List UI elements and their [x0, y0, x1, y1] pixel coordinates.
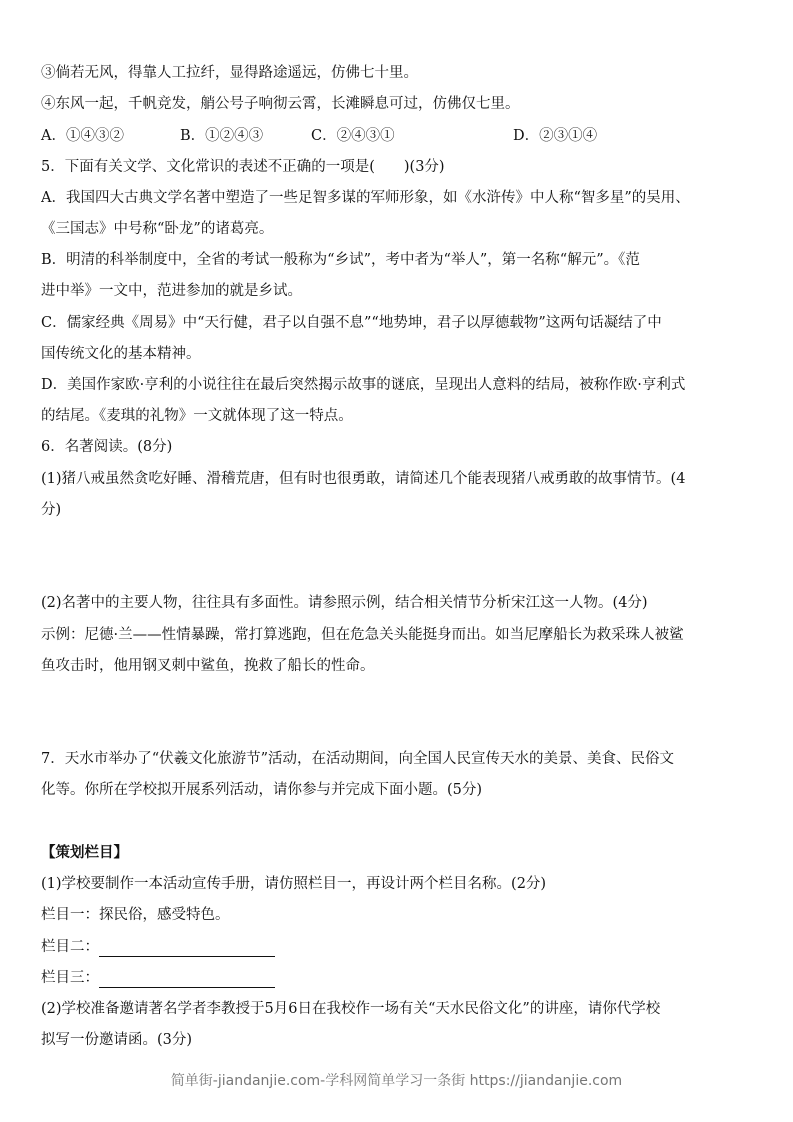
q6-example-line-1: 示例：尼德·兰——性情暴躁，常打算逃跑，但在危急关头能挺身而出。如当尼摩船长为救采珠人被鲨 — [41, 627, 684, 643]
q5-option-d-line-2: 的结尾。《麦琪的礼物》一文就体现了这一特点。 — [41, 408, 353, 424]
q4-options — [41, 126, 761, 146]
column-three-label: 栏目三： — [41, 970, 99, 986]
q7-sub2-line-2: 拟写一份邀请函。(3分) — [41, 1032, 193, 1048]
q4-option-c: C．②④③① — [311, 128, 395, 144]
column-two-blank[interactable] — [99, 941, 275, 957]
q6-sub2: (2)名著中的主要人物，往往具有多面性。请参照示例，结合相关情节分析宋江这一人物。(4分) — [41, 595, 648, 611]
q6-stem: 6．名著阅读。(8分) — [41, 439, 173, 455]
q5-option-b-line-2: 进中举》一文中，范进参加的就是乡试。 — [41, 283, 302, 299]
q4-item-3: ③倘若无风，得靠人工拉纤，显得路途遥远，仿佛七十里。 — [41, 65, 418, 81]
q5-option-c-line-2: 国传统文化的基本精神。 — [41, 346, 201, 362]
q7-sub2-line-1: (2)学校准备邀请著名学者李教授于5月6日在我校作一场有关“天水民俗文化”的讲座，请你代学校 — [41, 1001, 661, 1017]
q4-option-d: D．②③①④ — [513, 128, 598, 144]
q6-sub1-line-2: 分) — [41, 502, 62, 518]
q5-option-d-line-1: D．美国作家欧·亨利的小说往往在最后突然揭示故事的谜底，呈现出人意料的结局，被称作欧·亨利式 — [41, 377, 686, 393]
q4-item-4: ④东风一起，千帆竞发，艄公号子响彻云霄，长滩瞬息可过，仿佛仅七里。 — [41, 96, 520, 112]
column-two-label: 栏目二： — [41, 939, 99, 955]
section-heading: 【策划栏目】 — [41, 844, 128, 861]
column-two-row — [41, 937, 761, 957]
q7-stem-line-1: 7．天水市举办了“伏羲文化旅游节”活动，在活动期间，向全国人民宣传天水的美景、美食、民俗文 — [41, 751, 675, 767]
q5-option-a-line-2: 《三国志》中号称“卧龙”的诸葛亮。 — [41, 221, 274, 237]
q4-option-b: B．①②④③ — [180, 128, 264, 144]
q5-stem: 5．下面有关文学、文化常识的表述不正确的一项是( )(3分) — [41, 159, 445, 175]
q5-option-a-line-1: A．我国四大古典文学名著中塑造了一些足智多谋的军师形象，如《水浒传》中人称“智多星”的吴用、 — [41, 190, 690, 206]
column-one: 栏目一：探民俗，感受特色。 — [41, 907, 230, 923]
q5-option-c-line-1: C．儒家经典《周易》中“天行健，君子以自强不息”“地势坤，君子以厚德载物”这两句话凝结了中 — [41, 315, 662, 331]
q7-sub1: (1)学校要制作一本活动宣传手册，请仿照栏目一，再设计两个栏目名称。(2分) — [41, 876, 547, 892]
footer-watermark: 简单街-jiandanjie.com-学科网简单学习一条街 https://jiandanjie.com — [170, 1073, 623, 1089]
column-three-blank[interactable] — [99, 972, 275, 988]
q5-option-b-line-1: B．明清的科举制度中，全省的考试一般称为“乡试”，考中者为“举人”，第一名称“解元”。《范 — [41, 252, 640, 268]
column-three-row — [41, 968, 761, 988]
q7-stem-line-2: 化等。你所在学校拟开展系列活动，请你参与并完成下面小题。(5分) — [41, 782, 483, 798]
q6-example-line-2: 鱼攻击时，他用钢叉刺中鲨鱼，挽救了船长的性命。 — [41, 658, 375, 674]
q4-option-a: A．①④③② — [41, 128, 124, 144]
q6-sub1-line-1: (1)猪八戒虽然贪吃好睡、滑稽荒唐，但有时也很勇敢，请简述几个能表现猪八戒勇敢的故事情节。(4 — [41, 471, 686, 487]
